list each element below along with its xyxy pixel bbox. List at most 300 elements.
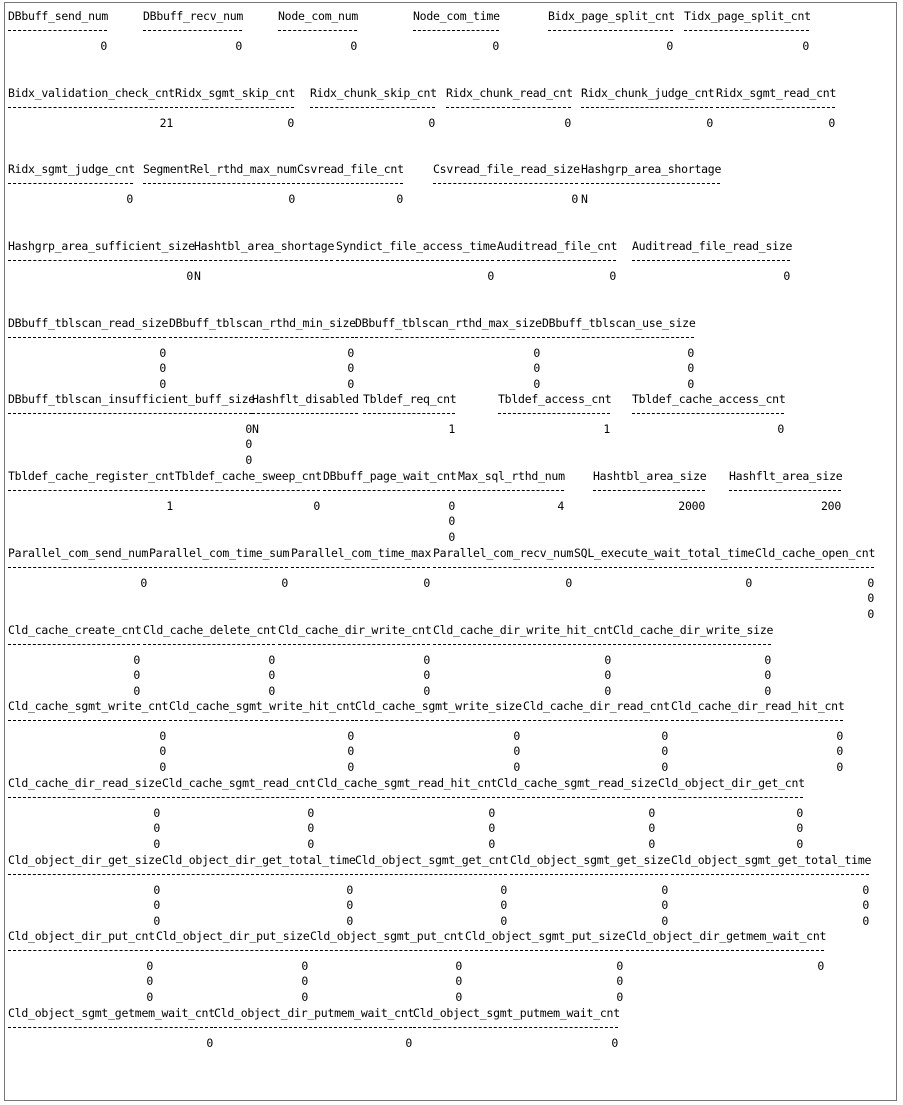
column-separator [143,30,242,31]
column-separator [729,490,841,491]
column-separator [497,260,616,261]
column-header: Hashtbl_area_size [593,469,707,483]
column-separator [465,950,623,951]
column-header: Hashflt_disabled [252,392,359,406]
table-cell: 0 [796,806,803,820]
table-cell: 0 [347,376,354,391]
table-cell: 0 [428,116,435,130]
column-header: Tbldef_access_cnt [498,392,612,406]
column-values [8,499,173,514]
column-values [497,269,616,284]
column-separator [413,30,499,31]
table-cell: 0 [604,668,611,683]
column-separator [581,107,713,108]
column-values [143,192,295,207]
column-separator [458,490,564,491]
column-values [355,729,520,775]
column-separator [684,30,809,31]
column-header: Node_com_num [278,9,359,23]
table-cell: 0 [533,376,540,391]
column-values [169,346,354,392]
table-cell: 0 [500,898,507,913]
table-cell: 0 [487,269,494,283]
table-cell: 0 [867,591,874,606]
column-header: Cld_cache_dir_read_hit_cnt [671,699,845,713]
column-values [278,39,357,54]
column-separator [291,567,430,568]
column-header: Cld_object_sgmt_put_cnt [310,929,464,943]
column-header: Ridx_sgmt_judge_cnt [8,162,135,176]
table-cell: 0 [159,346,166,360]
table-cell: 0 [777,422,784,436]
table-cell: 1 [603,422,610,436]
table-cell: 21 [159,116,173,130]
table-cell: 0 [206,1036,213,1050]
column-values [716,116,835,131]
column-separator [252,413,358,414]
column-separator [8,950,153,951]
table-cell: 0 [488,836,495,851]
column-header: Cld_object_sgmt_putmem_wait_cnt [413,1006,620,1020]
column-separator [8,30,107,31]
table-cell: 0 [661,729,668,743]
table-cell: 0 [571,192,578,206]
table-cell: 0 [862,883,869,897]
column-separator [310,950,462,951]
table-cell: 0 [513,744,520,759]
column-separator [156,950,308,951]
column-header: Cld_cache_sgmt_write_hit_cnt [169,699,356,713]
column-separator [310,107,435,108]
column-values [658,806,803,852]
column-values [413,39,499,54]
column-header: DBbuff_tblscan_insufficient_buff_size [8,392,255,406]
column-header: Cld_cache_sgmt_read_hit_cnt [317,776,498,790]
table-cell: 0 [661,744,668,759]
column-header: Csvread_file_cnt [297,162,404,176]
column-header: Node_com_time [413,9,500,23]
column-separator [278,30,357,31]
column-values [8,576,147,591]
column-values [574,576,752,591]
column-header: Tidx_page_split_cnt [684,9,811,23]
column-values [323,499,455,545]
column-separator [626,950,824,951]
table-cell: 0 [159,361,166,376]
table-cell: 0 [140,576,147,590]
column-header: DBbuff_send_num [8,9,109,23]
table-cell: 0 [268,668,275,683]
table-cell: 0 [661,759,668,774]
column-values [729,499,841,514]
table-cell: 0 [153,883,160,897]
table-cell: 0 [146,989,153,1004]
column-header: Parallel_com_recv_num [433,546,574,560]
column-header: Hashgrp_area_shortage [581,162,722,176]
column-header: Syndict_file_access_time [336,239,497,253]
column-header: Tbldef_cache_sweep_cnt [175,469,322,483]
column-separator [716,107,835,108]
table-cell: 0 [616,989,623,1004]
column-header: Cld_object_dir_get_cnt [658,776,805,790]
column-separator [278,644,430,645]
table-cell: 0 [448,499,455,513]
column-header: DBbuff_tblscan_rthd_min_size [169,316,356,330]
column-values [291,576,430,591]
column-header: Cld_cache_create_cnt [8,623,142,637]
column-values [252,422,358,437]
table-cell: 0 [346,898,353,913]
column-separator [632,260,790,261]
column-header: SQL_execute_wait_total_time [574,546,755,560]
column-header: Ridx_sgmt_read_cnt [716,86,837,100]
column-header: Parallel_com_time_max [291,546,432,560]
column-values [8,959,153,1005]
column-header: Tbldef_cache_register_cnt [8,469,175,483]
column-values [310,116,435,131]
column-values [214,1036,412,1051]
table-cell: 0 [153,821,160,836]
table-cell: 0 [564,116,571,130]
table-cell: 0 [796,821,803,836]
column-separator [574,567,752,568]
column-header: Cld_object_sgmt_get_cnt [355,853,509,867]
column-values [523,729,668,775]
column-separator [355,874,507,875]
table-cell: 0 [347,759,354,774]
table-cell: 2000 [678,499,705,513]
table-cell: 1 [448,422,455,436]
table-cell: 0 [448,529,455,544]
column-separator [548,30,673,31]
table-cell: 0 [609,269,616,283]
table-cell: 0 [307,836,314,851]
table-cell: 4 [557,499,564,513]
table-cell: 0 [611,1036,618,1050]
column-separator [143,183,295,184]
column-header: Cld_object_sgmt_get_size [510,853,671,867]
column-header: Cld_object_dir_put_size [156,929,310,943]
column-header: Cld_cache_sgmt_write_size [355,699,522,713]
column-header: Cld_cache_sgmt_write_cnt [8,699,169,713]
column-separator [323,490,455,491]
table-cell: 0 [281,576,288,590]
table-cell: 0 [862,913,869,928]
column-separator [433,567,572,568]
table-cell: 0 [347,346,354,360]
column-values [8,192,133,207]
column-header: Cld_cache_sgmt_read_size [497,776,658,790]
column-header: Cld_object_dir_getmem_wait_cnt [626,929,827,943]
table-cell: 0 [616,959,623,973]
table-cell: 0 [146,974,153,989]
column-header: Cld_cache_dir_read_size [8,776,162,790]
column-values [143,653,275,699]
column-values [169,729,354,775]
table-cell: 0 [347,361,354,376]
column-header: Cld_cache_sgmt_read_cnt [162,776,316,790]
table-cell: 0 [604,653,611,667]
table-cell: 0 [133,653,140,667]
column-separator [755,567,874,568]
column-values [162,883,353,929]
table-cell: 0 [648,836,655,851]
table-cell: 0 [802,39,809,53]
table-cell: 0 [661,883,668,897]
column-separator [143,644,275,645]
column-header: Cld_cache_delete_cnt [143,623,277,637]
column-header: Cld_object_dir_get_total_time [162,853,356,867]
table-cell: 1 [166,499,173,513]
table-cell: 0 [666,39,673,53]
table-cell: 0 [347,729,354,743]
column-header: Cld_cache_dir_write_hit_cnt [433,623,614,637]
table-cell: 0 [159,759,166,774]
table-cell: 0 [648,821,655,836]
table-cell: 0 [268,653,275,667]
table-cell: 0 [423,668,430,683]
table-cell: 0 [301,989,308,1004]
column-values [497,806,655,852]
table-cell: 0 [159,729,166,743]
table-cell: 0 [661,898,668,913]
column-values [433,653,611,699]
column-separator [8,567,147,568]
table-cell: 0 [764,653,771,667]
column-values [162,806,314,852]
column-values [593,499,705,514]
column-separator [162,797,314,798]
column-header: Auditread_file_read_size [632,239,793,253]
column-values [684,39,809,54]
column-values [8,422,252,468]
table-cell: 0 [687,346,694,360]
table-cell: 0 [492,39,499,53]
column-header: DBbuff_tblscan_rthd_max_size [355,316,542,330]
table-cell: 0 [346,883,353,897]
column-separator [433,183,578,184]
table-cell: 0 [565,576,572,590]
column-separator [446,107,571,108]
column-header: DBbuff_recv_num [143,9,244,23]
column-header: Parallel_com_time_sum [149,546,290,560]
column-header: Hashtbl_area_shortage [194,239,335,253]
table-cell: 0 [745,576,752,590]
table-cell: 0 [245,437,252,452]
table-cell: 0 [186,269,193,283]
column-separator [355,720,520,721]
table-cell: 0 [307,821,314,836]
column-header: Hashflt_area_size [729,469,843,483]
column-separator [632,413,784,414]
column-separator [8,644,140,645]
table-cell: 0 [396,192,403,206]
table-cell: 0 [500,913,507,928]
column-values [613,653,771,699]
table-cell: 0 [648,806,655,820]
table-cell: 0 [616,974,623,989]
column-separator [8,413,252,414]
column-separator [297,183,403,184]
table-cell: 0 [268,683,275,698]
column-separator [671,874,869,875]
column-separator [8,260,193,261]
column-values [510,883,668,929]
column-header: Tbldef_cache_access_cnt [632,392,786,406]
column-values [498,422,610,437]
column-values [581,116,713,131]
column-separator [169,337,354,338]
column-separator [8,874,160,875]
column-header: Ridx_sgmt_skip_cnt [175,86,296,100]
column-values [8,883,160,929]
column-separator [413,1027,618,1028]
column-separator [8,337,166,338]
table-cell: 0 [513,759,520,774]
column-values [156,959,308,1005]
table-cell: N [252,422,259,436]
query-output-panel [4,2,897,1101]
column-separator [175,490,320,491]
table-cell: 0 [245,422,252,436]
column-separator [355,337,540,338]
column-separator [175,107,294,108]
column-values [310,959,462,1005]
table-cell: 0 [133,668,140,683]
table-cell: 0 [836,744,843,759]
table-cell: 0 [836,729,843,743]
column-values [8,653,140,699]
column-values [8,729,166,775]
column-separator [162,874,353,875]
table-cell: 0 [455,989,462,1004]
column-separator [8,720,166,721]
column-separator [613,644,771,645]
table-cell: 200 [820,499,841,513]
table-cell: 0 [862,898,869,913]
column-values [149,576,288,591]
column-header: Cld_object_dir_putmem_wait_cnt [214,1006,415,1020]
column-separator [336,260,494,261]
table-cell: 0 [488,821,495,836]
table-cell: 0 [867,606,874,621]
table-cell: 0 [307,806,314,820]
table-cell: 0 [448,514,455,529]
column-values [8,806,160,852]
column-header: Cld_object_sgmt_put_size [465,929,626,943]
table-cell: 0 [126,192,133,206]
column-values [8,39,107,54]
column-values [433,192,578,207]
column-values [755,576,874,622]
table-cell: 0 [346,913,353,928]
column-separator [497,797,655,798]
table-cell: 0 [455,959,462,973]
table-cell: 0 [287,116,294,130]
table-cell: 0 [159,744,166,759]
column-values [458,499,564,514]
column-header: Ridx_chunk_judge_cnt [581,86,715,100]
column-separator [363,413,455,414]
table-cell: 0 [153,913,160,928]
column-values [8,269,193,284]
column-header: Bidx_validation_check_cnt [8,86,175,100]
column-header: Cld_cache_dir_read_cnt [523,699,670,713]
column-separator [510,874,668,875]
column-separator [8,107,173,108]
column-values [336,269,494,284]
table-cell: 0 [146,959,153,973]
column-values [355,346,540,392]
column-separator [8,797,160,798]
table-cell: 0 [159,376,166,391]
table-cell: 0 [405,1036,412,1050]
column-header: Cld_object_dir_put_cnt [8,929,155,943]
table-cell: 0 [100,39,107,53]
table-cell: 0 [661,913,668,928]
table-cell: 0 [423,683,430,698]
column-separator [593,490,705,491]
column-separator [8,490,173,491]
column-values [194,269,333,284]
table-cell: 0 [796,836,803,851]
column-header: Bidx_page_split_cnt [548,9,675,23]
column-header: Ridx_chunk_read_cnt [446,86,573,100]
table-cell: 0 [245,452,252,467]
table-cell: 0 [455,974,462,989]
table-cell: 0 [313,499,320,513]
table-cell: 0 [488,806,495,820]
column-values [8,116,173,131]
column-values [581,192,720,207]
table-cell: 0 [423,653,430,667]
column-header: DBbuff_page_wait_cnt [323,469,457,483]
table-cell: 0 [687,376,694,391]
column-header: DBbuff_tblscan_read_size [8,316,169,330]
column-separator [581,183,720,184]
column-separator [317,797,495,798]
column-header: Auditread_file_cnt [497,239,618,253]
column-values [671,729,843,775]
column-values [8,346,166,392]
column-values [446,116,571,131]
column-separator [8,183,133,184]
table-cell: 0 [153,898,160,913]
column-values [413,1036,618,1051]
column-values [355,883,507,929]
table-cell: N [194,269,201,283]
table-cell: 0 [533,361,540,376]
table-cell: 0 [153,836,160,851]
column-header: SegmentRel_rthd_max_num [143,162,297,176]
column-header: Cld_object_sgmt_getmem_wait_cnt [8,1006,215,1020]
column-separator [194,260,333,261]
table-cell: 0 [500,883,507,897]
column-header: Tbldef_req_cnt [363,392,457,406]
column-header: Cld_cache_dir_write_size [613,623,774,637]
column-values [632,269,790,284]
table-cell: N [581,192,588,206]
table-cell: 0 [513,729,520,743]
table-cell: 0 [153,806,160,820]
table-cell: 0 [235,39,242,53]
column-separator [8,1027,213,1028]
column-header: DBbuff_tblscan_use_size [542,316,696,330]
column-header: Parallel_com_send_num [8,546,149,560]
column-header: Cld_cache_dir_write_cnt [278,623,432,637]
column-separator [498,413,610,414]
column-values [548,39,673,54]
